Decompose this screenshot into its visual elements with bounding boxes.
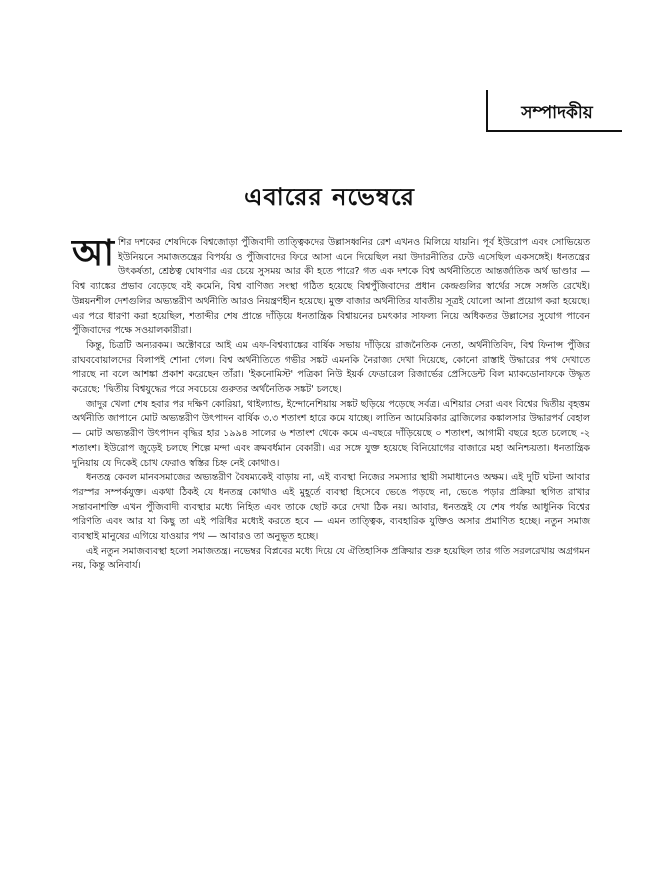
section-label: সম্পাদকীয়	[521, 103, 593, 123]
article-title: এবারের নভেম্বরে	[244, 183, 415, 211]
paragraph-text: শির দশকের শেষদিকে বিশ্বজোড়া পুঁজিবাদী তাত্ত্বিকদের উল্লাসধ্বনির রেশ এখনও মিলিয়ে যায়নি। পূর্ব ইউরোপ এবং সোভিয়েত ইউনিয়নে সমাজতন্ত্রের বিপর্যয় ও পুঁজিবাদের ফিরে আসা এনে দিয়েছিল নয়া উদারনীতির ঢেউ এসেছিল একসঙ্গেই। ধনতন্ত্রের উৎকর্ষতা, শ্রেষ্ঠত্ব ঘোষণার এর চেয়ে সুসময় আর কী হতে পারে? গত এক দশকে বিশ্ব অর্থনীতিতে আন্তর্জাতিক অর্থ ভাণ্ডার — বিশ্ব ব্যাঙ্কের প্রভাব বেড়েছে বই কমেনি, বিশ্ব বাণিজ্য সংস্থা গঠিত হয়েছে বিশ্বপুঁজিবাদের প্রধান কেন্দ্রগুলির স্বার্থের সঙ্গে সঙ্গতি রেখেই। উন্নয়নশীল দেশগুলির অভ্যন্তরীণ অর্থনীতি আরও নিয়ন্ত্রণহীন হয়েছে। মুক্ত বাজার অর্থনীতির যাবতীয় সূত্রই যোলো আনা প্রয়োগ করা হয়েছে। এর পরে ধারণা করা হয়েছিল, শতাব্দীর শেষ প্রান্তে দাঁড়িয়ে ধনতান্ত্রিক বিশ্বায়নের চমৎকার সাফল্য নিয়ে অধিকতর উল্লাসের সুযোগ পাবেন পুঁজিবাদের পক্ষে সওয়ালকারীরা।	[72, 237, 590, 337]
paragraph-2: কিন্তু, চিত্রটি অন্যরকম। অক্টোবরে আই এম এফ-বিশ্বব্যাঙ্কের বার্ষিক সভায় দাঁড়িয়ে রাজনৈতিক নেতা, অর্থনীতিবিদ, বিশ্ব ফিনান্স পুঁজির রাঘববোয়ালদের বিলাপই শোনা গেল। বিশ্ব অর্থনীতিতে গভীর সঙ্কট এমনকি নৈরাজ্য দেখা দিয়েছে, কোনো রাস্তাই উদ্ধারের পথ দেখাতে পারছে না বলে আশঙ্কা প্রকাশ করেছেন তাঁরা। 'ইকনোমিস্ট' পত্রিকা নিউ ইয়র্ক ফেডারেল রিজার্ভের প্রেসিডেন্ট বিল ম্যাকডোনাফকে উদ্ধৃত করেছে: 'দ্বিতীয় বিশ্বযুদ্ধের পরে সবচেয়ে গুরুতর অর্থনৈতিক সঙ্কট' চলছে।	[72, 339, 590, 396]
paragraph-4: ধনতন্ত্র কেবল মানবসমাজের অভ্যন্তরীণ বৈষম্যকেই বাড়ায় না, এই ব্যবস্থা নিজের সমস্যার স্থায়ী সমাধানেও অক্ষম। এই দুটি ঘটনা আবার পরস্পর সম্পর্কযুক্ত। একথা ঠিকই যে ধনতন্ত্র কোথাও এই মুহূর্তে ব্যবস্থা হিসেবে ভেঙে পড়ছে না, ভেঙে পড়ার প্রক্রিয়া স্থগিত রাখার সন্তাবনাশক্তি এখন পুঁজিবাদী ব্যবস্থার মধ্যে নিহিত এবং তাকে ছোট করে দেখা ঠিক নয়। আবার, ধনতন্ত্রই যে শেষ পর্যন্ত আধুনিক বিশ্বের পরিণতি এবং আর যা কিছু তা এই পরিধির মধ্যেই করতে হবে — এমন তাত্ত্বিক, ব্যবহারিক যুক্তিও অসার প্রমাণিত হচ্ছে। নতুন সমাজ ব্যবস্থাই মানুষের এগিয়ে যাওয়ার পথ — আবারও তা অনুভূত হচ্ছে।	[72, 472, 590, 543]
paragraph-1	[72, 233, 590, 339]
paragraph-5: এই নতুন সমাজব্যবস্থা হলো সমাজতন্ত্র। নভেম্বর বিপ্লবের মধ্যে দিয়ে যে ঐতিহাসিক প্রক্রিয়ার শুরু হয়েছিল তার গতি সরলরেখায় অগ্রগমন নয়, কিন্তু অনিবার্য।	[72, 545, 590, 572]
article-body	[72, 233, 590, 574]
paragraph-3: জাদুর খেলা শেষ হবার পর দক্ষিণ কোরিয়া, থাইল্যান্ড, ইন্দোনেশিয়ায় সঙ্কট ছড়িয়ে পড়েছে সর্বত্র। এশিয়ার সেরা এবং বিশ্বের দ্বিতীয় বৃহত্তম অর্থনীতি জাপানে মোট অভ্যন্তরীণ উৎপাদন বার্ষিক ৩.৩ শতাংশ হারে কমে যাচ্ছে। লাতিন আমেরিকার ব্রাজিলের কঙ্কালসার উদ্ধারপর্ব বেহাল — মোট অভ্যন্তরীণ উৎপাদন বৃদ্ধির হার ১৯৯৪ সালের ৬ শতাংশ থেকে কমে এ-বছরে দাঁড়িয়েছে ০ শতাংশ, আগামী বছরে হতে চলেছে -২ শতাংশ। ইউরোপ জুড়েই চলছে শিল্পে মন্দা এবং ক্রমবর্ধমান বেকারী। এর সঙ্গে যুক্ত হয়েছে বিনিয়োগের বাজারে মহা অনিশ্চয়তা। ধনতান্ত্রিক দুনিয়ায় যে দিকেই চোখ ফেরাও স্বস্তির চিহ্ন নেই কোথাও।	[72, 398, 590, 469]
section-tag-rule-vertical	[486, 90, 488, 131]
drop-cap: আ	[72, 233, 114, 274]
